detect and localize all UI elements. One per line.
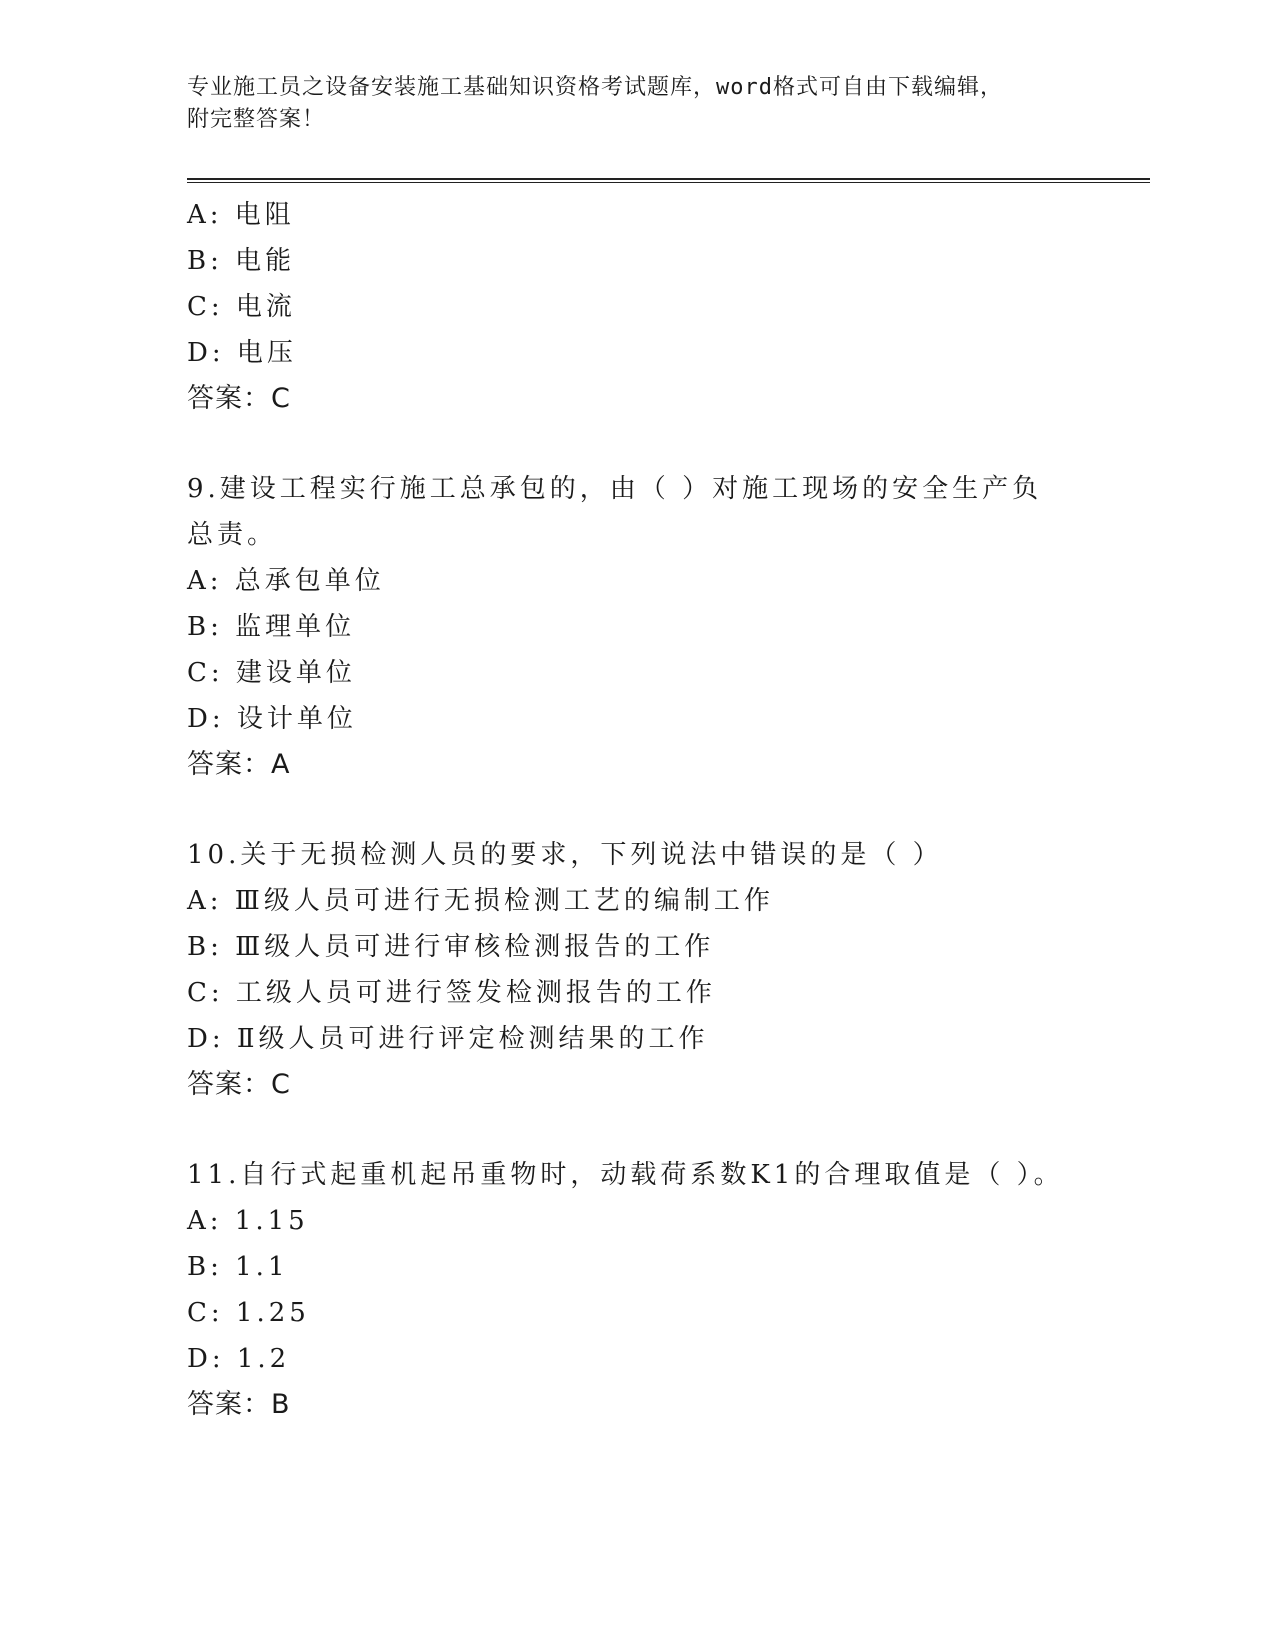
option-b: B: Ⅲ级人员可进行审核检测报告的工作 <box>187 932 715 962</box>
answer-line: 答案：C <box>187 383 291 414</box>
answer-line: 答案：C <box>187 1069 291 1100</box>
document-header <box>187 72 1067 136</box>
answer-line: 答案：A <box>187 749 291 780</box>
question-block <box>187 466 1087 788</box>
answer-line: 答案：B <box>187 1389 291 1420</box>
option-d: D: 电压 <box>187 338 297 368</box>
question-stem: 9.建设工程实行施工总承包的，由（ ）对施工现场的安全生产负总责。 <box>187 474 1043 550</box>
option-a: A: 电阻 <box>187 200 295 230</box>
option-b: B: 电能 <box>187 246 296 276</box>
question-list <box>187 192 1087 1428</box>
option-a: A: 总承包单位 <box>187 566 385 596</box>
option-b: B: 监理单位 <box>187 612 356 642</box>
header-rule-thick <box>187 178 1150 180</box>
question-block <box>187 192 1087 422</box>
header-line-2: 附完整答案！ <box>187 107 326 132</box>
option-c: C: 1.25 <box>187 1298 310 1328</box>
option-c: C: 电流 <box>187 292 296 322</box>
header-line-1: 专业施工员之设备安装施工基础知识资格考试题库，word格式可自由下载编辑， <box>187 75 1003 100</box>
option-b: B: 1.1 <box>187 1252 289 1282</box>
option-c: C: 建设单位 <box>187 658 356 688</box>
option-d: D: 1.2 <box>187 1344 291 1374</box>
question-stem: 10.关于无损检测人员的要求，下列说法中错误的是（ ） <box>187 840 943 870</box>
header-rule-thin <box>187 182 1150 183</box>
option-d: D: 设计单位 <box>187 704 357 734</box>
option-c: C: 工级人员可进行签发检测报告的工作 <box>187 978 716 1008</box>
question-block <box>187 832 1087 1108</box>
option-a: A: Ⅲ级人员可进行无损检测工艺的编制工作 <box>187 886 774 916</box>
question-block <box>187 1152 1087 1428</box>
option-a: A: 1.15 <box>187 1206 309 1236</box>
question-stem: 11.自行式起重机起吊重物时，动载荷系数K1的合理取值是（ ）。 <box>187 1160 1064 1190</box>
option-d: D: Ⅱ级人员可进行评定检测结果的工作 <box>187 1024 709 1054</box>
